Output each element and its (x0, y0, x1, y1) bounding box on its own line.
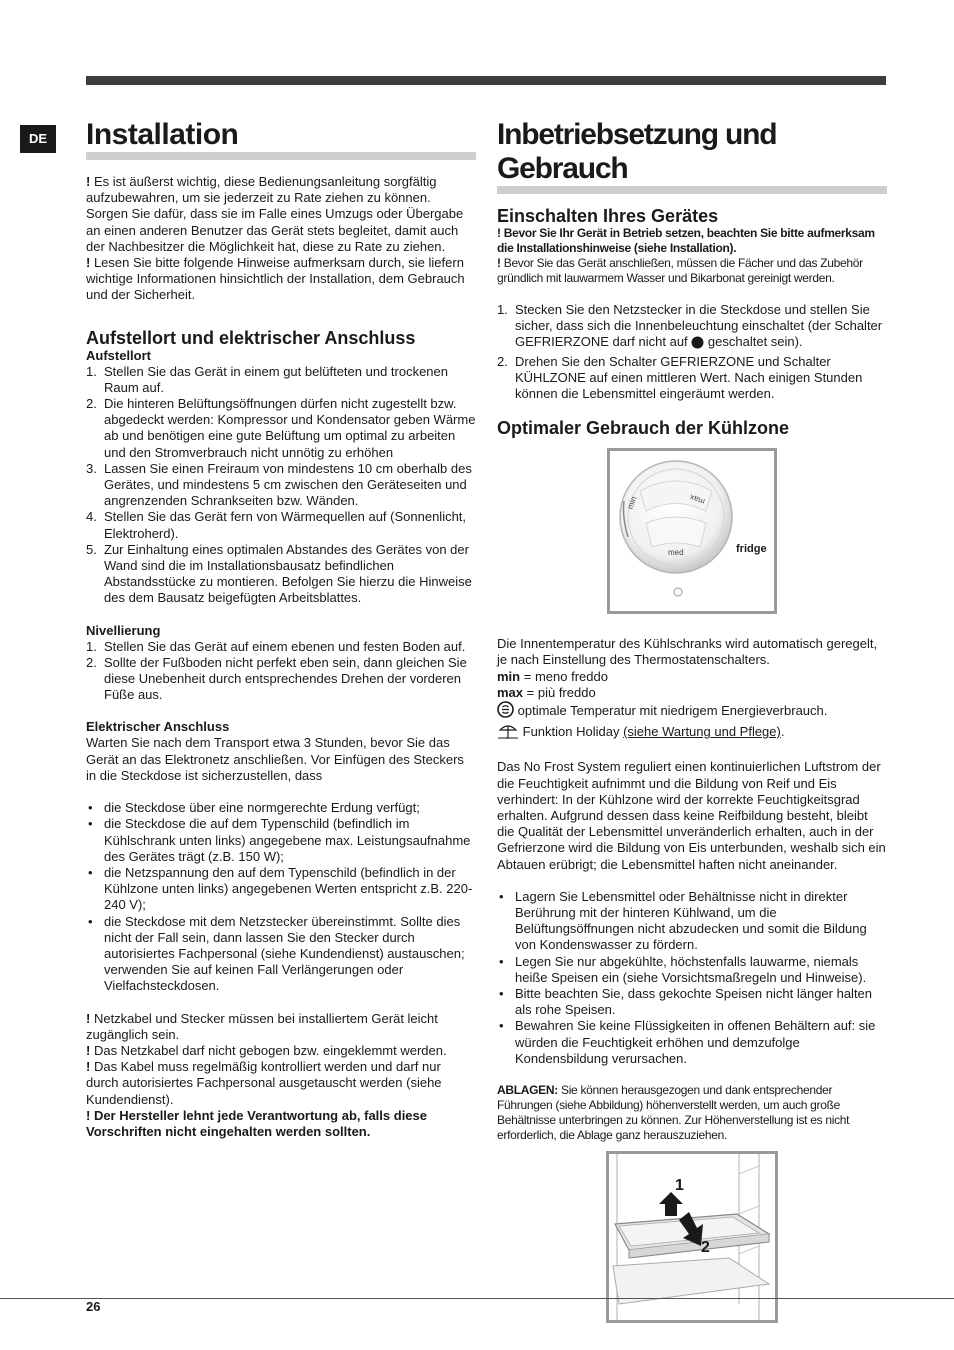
right-column (497, 118, 887, 1323)
dial-label-med: med (668, 548, 684, 558)
elektrisch-bullets (86, 800, 476, 994)
aufstellort-heading: Aufstellort (86, 347, 151, 363)
thermostat-dial-figure (607, 448, 777, 614)
list-item: 2. Sollte der Fußboden nicht perfekt eben sein, dann gleichen Sie diese Unebenheit durch entsprechendes Drehen der vorderen Füße aus. (86, 654, 467, 703)
eco-icon (497, 701, 514, 722)
warning-1: ! Netzkabel und Stecker müssen bei installiertem Gerät leicht zugänglich sein. (86, 1010, 438, 1042)
installation-title: Installation (86, 118, 476, 160)
warning-2: ! Das Netzkabel darf nicht gebogen bzw. eingeklemmt werden. (86, 1042, 447, 1058)
kuehlzone-bullets (497, 889, 887, 1067)
elektrisch-heading: Elektrischer Anschluss (86, 719, 230, 735)
holiday-umbrella-icon (497, 722, 519, 743)
filled-circle-icon (691, 336, 704, 353)
min-line: min = meno freddo (497, 668, 608, 684)
language-tab: DE (20, 125, 56, 153)
section-title-aufstellort: Aufstellort und elektrischer Anschluss (86, 327, 416, 348)
aufstellort-list (86, 364, 476, 607)
eco-line: optimale Temperatur mit niedrigem Energieverbrauch. (497, 701, 887, 722)
list-item: 2. Die hinteren Belüftungsöffnungen dürfen nicht zugestellt bzw. abgedeckt werden: Kompressor und Kondensator geben Wärme ab und benötigen eine gute Belüftung um optimal zu arbeiten und den Stromverbrauch nicht unnötig zu erhöhen (86, 396, 476, 460)
einschalten-note: ! Bevor Sie das Gerät anschließen, müssen die Fächer und das Zubehör gründlich mit lauwarmem Wasser und Bikarbonat gereinigt werden. (497, 256, 863, 285)
list-item: 2. Drehen Sie den Schalter GEFRIERZONE und Schalter KÜHLZONE auf einen mittleren Wert. Nach einigen Stunden können die Lebensmittel eingeräumt werden. (497, 353, 863, 402)
list-item: • Lagern Sie Lebensmittel oder Behältnisse nicht in direkter Berührung mit der hinteren Kühlwand, um die Belüftungsöffnungen nicht abzudecken und somit die Bildung von Kondenswasser zu fördern. (497, 889, 887, 954)
elektrisch-paragraph: Warten Sie nach dem Transport etwa 3 Stunden, bevor Sie das Gerät an das Elektronetz anschließen. Vor Einfügen des Steckers in die Steckdose ist sicherzustellen, dass (86, 735, 464, 783)
kuehlzone-heading: Optimaler Gebrauch der Kühlzone (497, 418, 790, 439)
shelf-step-2: 2 (701, 1239, 710, 1257)
list-item: 3. Lassen Sie einen Freiraum von mindestens 10 cm oberhalb des Gerätes, und mindestens 5 cm zwischen den Geräteseiten und angrenzenden Schrankseiten bzw. Wänden. (86, 460, 472, 509)
dial-label-fridge: fridge (736, 543, 767, 556)
list-item: 5. Zur Einhaltung eines optimalen Abstandes des Gerätes von der Wand sind die im Installationsbausatz befindlichen Abstandsstücke zu montieren. Befolgen Sie hierzu die Hinweise des dem Bausatz beigefügten Arbeitsblattes. (86, 541, 472, 606)
temperatur-paragraph: Die Innentemperatur des Kühlschranks wird automatisch geregelt, je nach Einstellung des Thermostatenschalters. (497, 636, 878, 668)
list-item: 1. Stecken Sie den Netzstecker in die Steckdose und stellen Sie sicher, dass sich die Innenbeleuchtung einschaltet (der Schalter GEFRIERZONE darf nicht auf geschaltet sein). (497, 302, 887, 354)
left-column (86, 118, 476, 1140)
nofrost-paragraph: Das No Frost System reguliert einen kontinuierlichen Luftstrom der die Feuchtigkeit aufnimmt und die Bildung von Reif und Eis verhindert: In der Kühlzone wird der korrekte Feuchtigkeitsgrad erhalten. Aufgrund dessen dass keine Reifbildung besteht, bleibt die Qualität der Lebensmittel unveränderlich erhalten, auch in der Gefrierzone wird die Bildung von Eis unterbunden, weshalb sich ein Abtauen erübrigt; die Lebensmittel haften nicht aneinander. (497, 759, 886, 872)
intro-paragraph-1: ! Es ist äußerst wichtig, diese Bedienungsanleitung sorgfältig aufzubewahren, um sie jederzeit zu Rate ziehen zu können. Sorgen Sie dafür, dass sie im Falle eines Umzugs oder Übergabe an einen anderen Benutzer das Gerät stets begleitet, damit auch der Nachbesitzer die Möglichkeit hat, diese zu Rate zu ziehen. (86, 174, 464, 254)
max-line: max = più freddo (497, 684, 596, 700)
nivellierung-heading: Nivellierung (86, 622, 161, 638)
einschalten-steps (497, 302, 887, 402)
shelf-illustration (609, 1154, 775, 1320)
list-item: • Legen Sie nur abgekühlte, höchstenfalls lauwarme, niemals heiße Speisen ein (siehe Vorsichtsmaßregeln und Hinweise). (497, 954, 887, 986)
holiday-link[interactable]: (siehe Wartung und Pflege) (623, 724, 781, 740)
list-item: • die Netzspannung den auf dem Typenschild (befindlich in der Kühlzone unten links) angegebenen Werten entspricht z.B. 220-240 V); (86, 865, 476, 914)
list-item: • die Steckdose über eine normgerechte Erdung verfügt; (86, 800, 476, 816)
list-item: • Bitte beachten Sie, dass gekochte Speisen nicht länger halten als rohe Speisen. (497, 986, 887, 1018)
list-item: • die Steckdose die auf dem Typenschild (befindlich im Kühlschrank unten links) angegebene max. Leistungsaufnahme des Gerätes trägt (z.B. 150 W); (86, 816, 476, 865)
inbetriebsetzung-title: Inbetriebsetzung und Gebrauch (497, 118, 887, 194)
list-item: 1. Stellen Sie das Gerät auf einem ebenen und festen Boden auf. (86, 638, 466, 654)
final-warning: ! Der Hersteller lehnt jede Verantwortung ab, falls diese Vorschriften nicht eingehalten werden sollten. (86, 1107, 427, 1139)
dial-label-max: max (688, 492, 707, 507)
page-number: 26 (86, 1299, 101, 1314)
intro-paragraph-2: ! Lesen Sie bitte folgende Hinweise aufmerksam durch, sie liefern wichtige Informationen hinsichtlich der Installation, dem Gebrauch und der Sicherheit. (86, 255, 465, 303)
shelf-step-1: 1 (675, 1177, 684, 1195)
dial-illustration (610, 451, 774, 611)
footer-rule (0, 1298, 954, 1299)
einschalten-warning: ! Bevor Sie Ihr Gerät in Betrieb setzen, beachten Sie bitte aufmerksam die Installationshinweise (siehe Installation). (497, 226, 875, 255)
ablagen-paragraph: ABLAGEN: Sie können herausgezogen und dank entsprechender Führungen (siehe Abbildung) höhenverstellt werden, um auch große Behältnisse unterbringen zu können. Zur Höhenverstellung ist es nicht erforderlich, die Ablage ganz herauszuziehen. (497, 1083, 850, 1143)
einschalten-heading: Einschalten Ihres Gerätes (497, 206, 719, 226)
list-item: • die Steckdose mit dem Netzstecker übereinstimmt. Sollte dies nicht der Fall sein, dann lassen Sie den Stecker durch autorisiertes Fachpersonal (siehe Kundendienst) austauschen; verwenden Sie auf keinen Fall Verlängerungen oder Vielfachsteckdosen. (86, 914, 476, 995)
nivellierung-list (86, 639, 476, 704)
list-item: 4. Stellen Sie das Gerät fern von Wärmequellen auf (Sonnenlicht, Elektroherd). (86, 509, 467, 541)
list-item: 1. Stellen Sie das Gerät in einem gut belüfteten und trockenen Raum auf. (86, 363, 448, 395)
holiday-line: Funktion Holiday (siehe Wartung und Pflege). (497, 722, 887, 743)
warning-3: ! Das Kabel muss regelmäßig kontrolliert werden und darf nur durch autorisiertes Fachpersonal ausgetauscht werden (siehe Kundendienst). (86, 1059, 442, 1107)
top-rule (86, 76, 886, 85)
list-item: • Bewahren Sie keine Flüssigkeiten in offenen Behältern auf: sie würden die Feuchtigkeit erhöhen und demzufolge Kondensbildung verursachen. (497, 1018, 887, 1067)
dial-label-min: min (625, 495, 639, 511)
